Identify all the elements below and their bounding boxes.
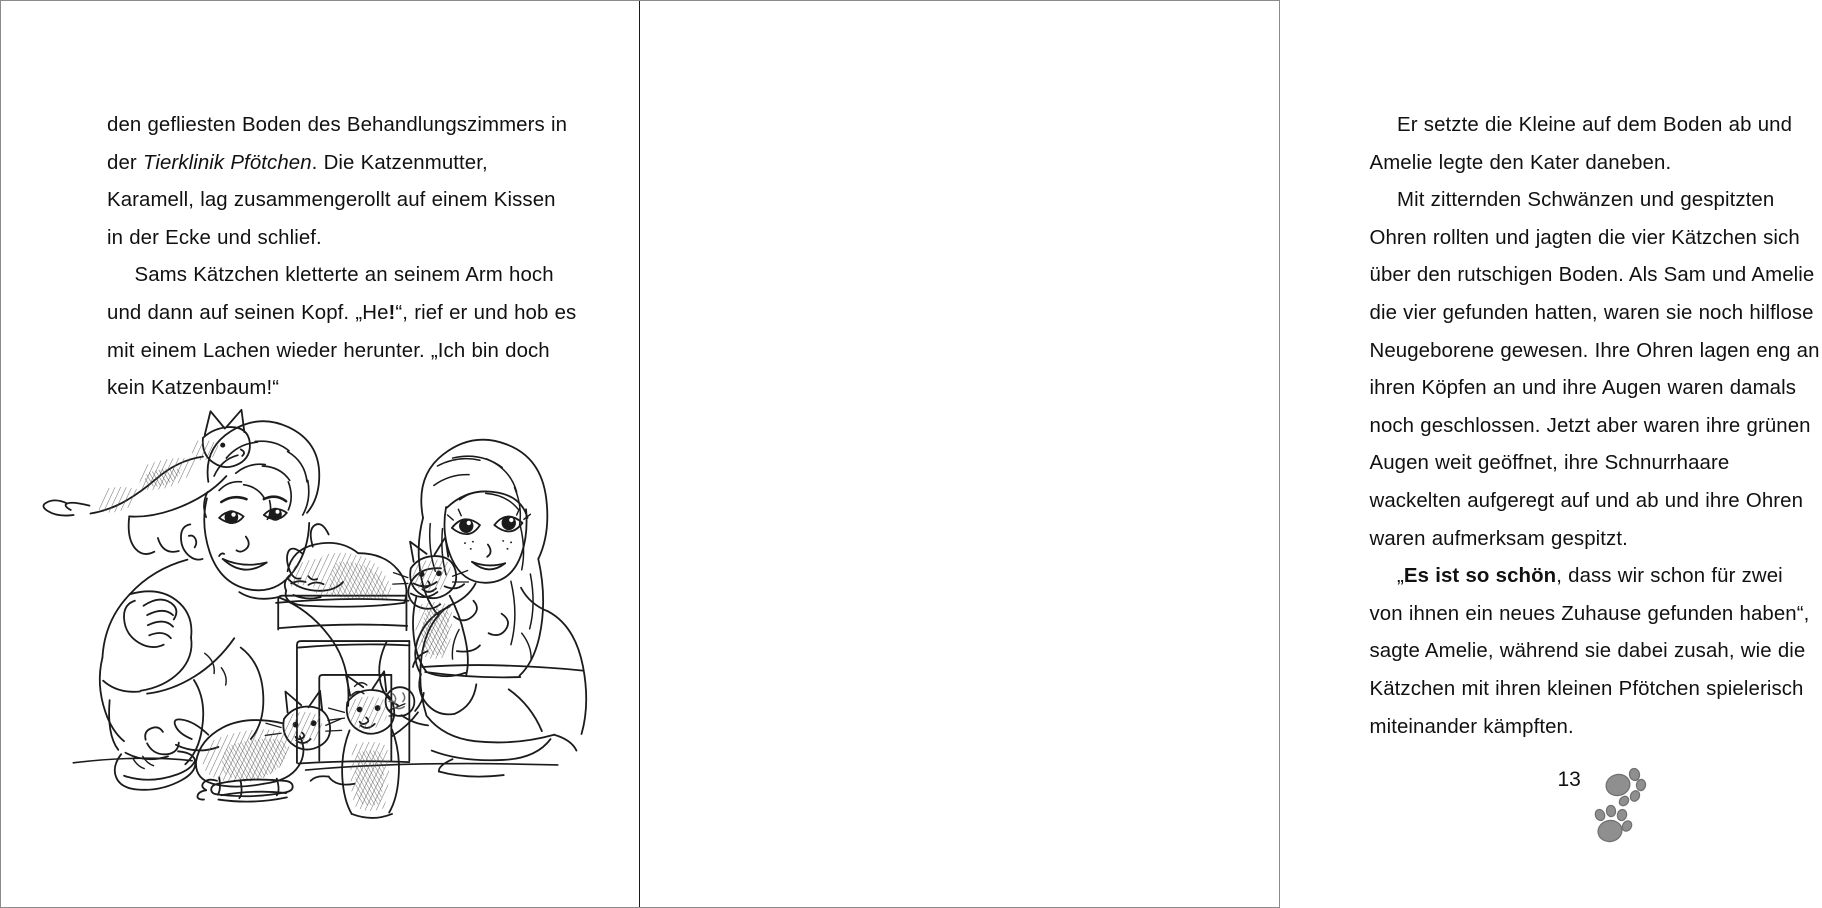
paragraph bbox=[1370, 182, 1822, 558]
text-run: Er setzte die Kleine auf dem Boden ab und Amelie legte den Kater daneben. bbox=[1369, 114, 1793, 174]
paragraph bbox=[1370, 107, 1822, 182]
sleeping-cat-on-box bbox=[285, 524, 407, 607]
text-run-italic: Tierklinik Pfötchen bbox=[142, 151, 312, 174]
left-page bbox=[1, 1, 639, 907]
text-run-bold: Es ist so schön bbox=[1403, 565, 1557, 588]
left-page-text-block bbox=[107, 107, 577, 408]
text-run: den gefliesten Boden des Behandlungszimmers in der bbox=[107, 114, 568, 174]
paragraph bbox=[1370, 558, 1822, 746]
text-run: “, rief er und hob es mit einem Lachen wieder herunter. „Ich bin doch kein Katzenbaum!“ bbox=[107, 301, 577, 400]
text-run: , dass wir schon für zwei von ihnen ein neues Zuhause gefunden haben“, sagte Amelie, während sie dabei zusah, wie die Kätzchen mit ihren kleinen Pfötchen spielerisch miteinander kämpften. bbox=[1369, 565, 1810, 738]
children-with-kittens-illustration bbox=[39, 399, 601, 801]
text-run: „ bbox=[1397, 565, 1404, 588]
kitten-on-floor-left bbox=[175, 691, 342, 798]
kitten-on-boy-shoulder bbox=[43, 410, 249, 554]
text-run: Mit zitternden Schwänzen und gespitzten Ohren rollten und jagten die vier Kätzchen sich über den rutschigen Boden. Als Sam und Amelie die vier gefunden hatten, waren sie noch hilflose Neugeborene gewesen. Ihre Ohren lagen eng an ihren Köpfen an und ihre Augen waren damals noch geschlossen. Jetzt aber waren ihre grünen Augen weit geöffnet, ihre Schnurrhaare wackelten aufgeregt auf und ab und ihre Ohren waren aufmerksam gespitzt. bbox=[1369, 189, 1820, 550]
page-footer bbox=[1558, 763, 1678, 849]
paragraph bbox=[107, 257, 577, 407]
text-run: . Die Katzenmutter, Karamell, lag zusammengerollt auf einem Kissen in der Ecke und schlief. bbox=[107, 151, 556, 249]
paragraph bbox=[107, 107, 577, 257]
text-run-bold: ! bbox=[388, 301, 396, 324]
kitten-playing-with-ball bbox=[311, 643, 428, 818]
right-page-text-block bbox=[1370, 107, 1822, 746]
right-page bbox=[640, 1, 1820, 907]
page-number: 13 bbox=[1557, 768, 1581, 791]
paw-prints-icon bbox=[1588, 763, 1678, 849]
text-run: Sams Kätzchen kletterte an seinem Arm hoch und dann auf seinen Kopf. „He bbox=[107, 264, 554, 324]
